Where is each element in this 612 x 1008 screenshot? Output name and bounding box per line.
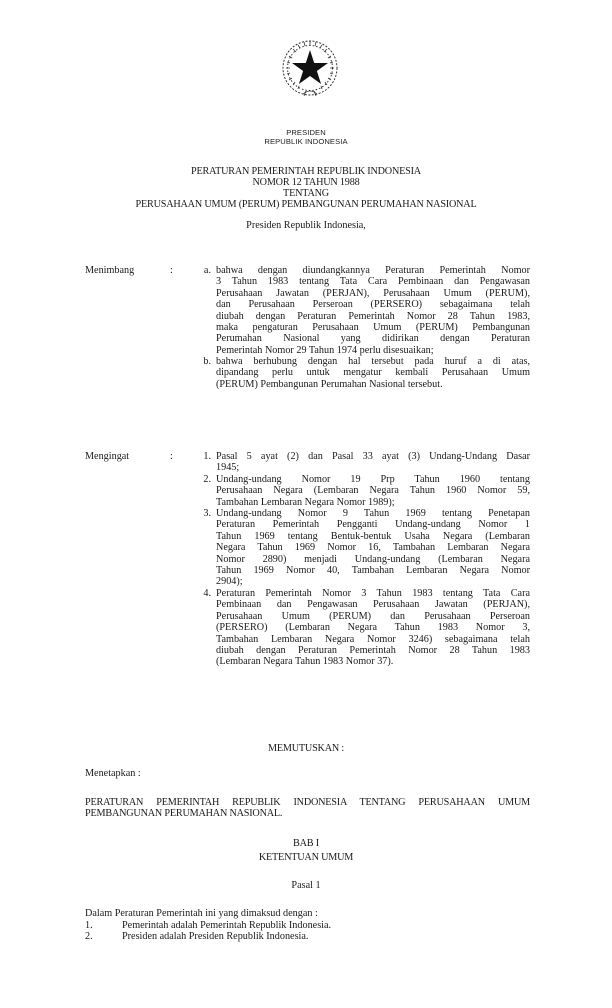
text-line: dipandang perlu untuk mengatur kembali Perusahaan Umum	[216, 367, 530, 379]
mengingat-marker-1: 1.	[203, 451, 211, 462]
menimbang-colon: :	[170, 265, 173, 276]
definition-number: 2.	[85, 931, 93, 943]
text-line: Negara Tahun 1969 Nomor 16, Tambahan Lembaran Negara	[216, 542, 530, 554]
presidential-emblem-icon	[279, 36, 341, 102]
text-line: (PERUM) Pembangunan Perumahan Nasional tersebut.	[216, 378, 443, 390]
title-line-3: TENTANG	[283, 188, 329, 199]
text-line: diubah dengan Peraturan Pemerintah Nomor 28 Tahun 1983,	[216, 310, 530, 322]
mengingat-marker-4: 4.	[203, 588, 211, 599]
mengingat-colon: :	[170, 451, 173, 462]
text-line: Undang-undang Nomor 19 Prp Tahun 1960 tentang	[216, 474, 530, 485]
pasal-heading: Pasal 1	[291, 880, 321, 891]
mengingat-marker-2: 2.	[203, 474, 211, 485]
title-line-4: PERUSAHAAN UMUM (PERUM) PEMBANGUNAN PERUMAHAN NASIONAL	[135, 199, 477, 210]
definition-list	[85, 920, 331, 943]
text-line: Undang-undang Nomor 9 Tahun 1969 tentang Penetapan	[216, 508, 530, 519]
text-line: maka pengaturan Perusahaan Umum (PERUM) Pembangunan	[216, 322, 530, 334]
menimbang-marker-b: b.	[203, 356, 211, 367]
text-line: Perusahaan Jawatan (PERJAN), Perusahaan Umum (PERUM),	[216, 287, 530, 299]
text-line: 2904);	[216, 576, 243, 588]
text-line: Tambahan Lembaran Negara Nomor 1989);	[216, 496, 395, 508]
text-line: bahwa berhubung dengan hal tersebut pada huruf a di atas,	[216, 356, 530, 367]
pasal-intro: Dalam Peraturan Pemerintah ini yang dimaksud dengan :	[85, 908, 318, 919]
text-line: Tahun 1969 Nomor 40, Tambahan Lembaran Negara Nomor	[216, 565, 530, 577]
text-line: 1945;	[216, 462, 240, 474]
bab-heading: BAB I	[293, 838, 319, 849]
mengingat-item-1	[216, 451, 530, 474]
text-line: (PERSERO) (Lembaran Negara Tahun 1983 Nomor 3,	[216, 622, 530, 634]
emblem-caption-presiden: PRESIDEN	[286, 128, 326, 137]
text-line: PERATURAN PEMERINTAH REPUBLIK INDONESIA TENTANG PERUSAHAAN UMUM	[85, 797, 530, 808]
definition-text: Pemerintah adalah Pemerintah Republik Indonesia.	[122, 920, 332, 931]
mengingat-item-3	[216, 508, 530, 588]
definition-item	[85, 931, 331, 942]
menetapkan-label: Menetapkan :	[85, 768, 141, 779]
text-line: (Lembaran Negara Tahun 1983 Nomor 37).	[216, 656, 394, 668]
text-line: PEMBANGUNAN PERUMAHAN NASIONAL.	[85, 808, 283, 820]
bab-title: KETENTUAN UMUM	[258, 852, 354, 863]
menimbang-label: Menimbang	[85, 265, 135, 276]
text-line: 3 Tahun 1983 tentang Tata Cara Pembinaan dan Pengawasan	[216, 276, 530, 288]
definition-item	[85, 920, 331, 931]
text-line: bahwa dengan diundangkannya Peraturan Pemerintah Nomor	[216, 265, 530, 276]
definition-number: 1.	[85, 920, 93, 931]
mengingat-label: Mengingat	[85, 451, 130, 462]
text-line: Pemerintah Nomor 29 Tahun 1974 perlu disesuaikan;	[216, 344, 434, 356]
definition-text: Presiden adalah Presiden Republik Indonesia.	[122, 931, 309, 943]
text-line: Tahun 1969 tentang Bentuk-bentuk Usaha Negara (Lembaran	[216, 530, 530, 542]
title-line-1: PERATURAN PEMERINTAH REPUBLIK INDONESIA	[191, 166, 421, 177]
mengingat-marker-3: 3.	[203, 508, 211, 519]
text-line: Pembinaan dan Pengawasan Perusahaan Jawatan (PERJAN),	[216, 599, 530, 611]
text-line: Tambahan Lembaran Negara Nomor 3246) sebagaimana telah	[216, 633, 530, 645]
text-line: Pasal 5 ayat (2) dan Pasal 33 ayat (3) Undang-Undang Dasar	[216, 451, 530, 462]
text-line: Peraturan Pemerintah Nomor 3 Tahun 1983 tentang Tata Cara	[216, 588, 530, 599]
mengingat-item-4	[216, 588, 530, 668]
text-line: Peraturan Pemerintah Pengganti Undang-undang Nomor 1	[216, 519, 530, 531]
memutuskan-heading: MEMUTUSKAN :	[268, 743, 344, 754]
mengingat-item-2	[216, 474, 530, 508]
text-line: Nomor 2890) menjadi Undang-undang (Lembaran Negara	[216, 553, 530, 565]
text-line: Perusahaan Umum (PERUM) dan Perusahaan Perseroan	[216, 610, 530, 622]
text-line: diubah dengan Peraturan Pemerintah Nomor 28 Tahun 1983	[216, 645, 530, 657]
menimbang-item-a	[216, 265, 530, 356]
emblem-caption-republik: REPUBLIK INDONESIA	[264, 137, 348, 146]
menimbang-item-b	[216, 356, 530, 390]
text-line: Perumahan Nasional yang didirikan dengan Peraturan	[216, 333, 530, 345]
preamble: Presiden Republik Indonesia,	[246, 220, 366, 231]
menetapkan-text	[85, 797, 530, 820]
text-line: Perusahaan Negara (Lembaran Negara Tahun 1960 Nomor 59,	[216, 485, 530, 497]
text-line: dan Perusahaan Perseroan (PERSERO) sebagaimana telah	[216, 299, 530, 311]
title-line-2: NOMOR 12 TAHUN 1988	[252, 177, 360, 188]
menimbang-marker-a: a.	[203, 265, 211, 276]
